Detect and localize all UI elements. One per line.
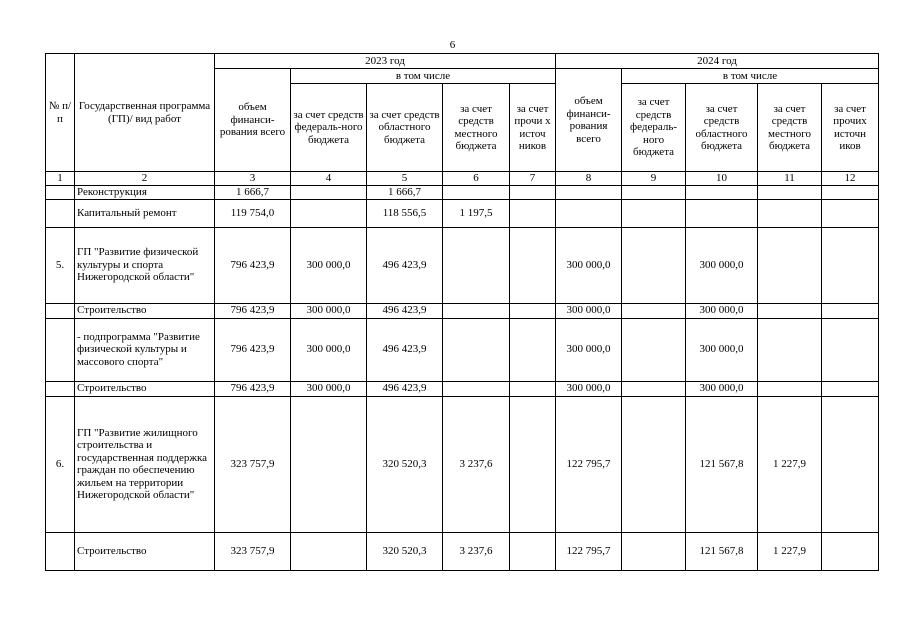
federal-2024 (622, 318, 686, 381)
local-2023 (443, 303, 510, 318)
other-2023 (510, 318, 556, 381)
row-number (46, 199, 75, 227)
regional-2023: 320 520,3 (367, 396, 443, 532)
row-name: Строительство (75, 381, 215, 396)
other-2024 (822, 396, 879, 532)
federal-2023: 300 000,0 (291, 381, 367, 396)
table-row (46, 318, 879, 381)
volume-2023: 119 754,0 (215, 199, 291, 227)
other-2024 (822, 303, 879, 318)
table-row (46, 532, 879, 570)
other-2024 (822, 227, 879, 303)
header-including-2023: в том числе (291, 69, 556, 84)
other-2024 (822, 381, 879, 396)
header-volume-2024: объем финанси-рования всего (556, 69, 622, 172)
row-number: 5. (46, 227, 75, 303)
page-number: 6 (449, 39, 456, 51)
regional-2024: 300 000,0 (686, 227, 758, 303)
column-number: 8 (556, 172, 622, 186)
volume-2023: 796 423,9 (215, 303, 291, 318)
local-2023: 3 237,6 (443, 396, 510, 532)
row-number: 6. (46, 396, 75, 532)
regional-2023: 496 423,9 (367, 381, 443, 396)
row-number (46, 381, 75, 396)
federal-2023 (291, 532, 367, 570)
regional-2023: 496 423,9 (367, 318, 443, 381)
local-2024 (758, 199, 822, 227)
federal-2023 (291, 199, 367, 227)
federal-2023: 300 000,0 (291, 303, 367, 318)
column-number: 3 (215, 172, 291, 186)
regional-2024: 300 000,0 (686, 381, 758, 396)
column-number: 5 (367, 172, 443, 186)
table-row (46, 396, 879, 532)
volume-2023: 1 666,7 (215, 185, 291, 199)
other-2023 (510, 303, 556, 318)
volume-2024 (556, 199, 622, 227)
other-2024 (822, 318, 879, 381)
local-2023 (443, 381, 510, 396)
local-2023 (443, 227, 510, 303)
other-2023 (510, 199, 556, 227)
row-number (46, 303, 75, 318)
federal-2024 (622, 303, 686, 318)
table-row (46, 303, 879, 318)
column-number: 4 (291, 172, 367, 186)
column-number: 6 (443, 172, 510, 186)
local-2023 (443, 185, 510, 199)
federal-2024 (622, 185, 686, 199)
funding-table (45, 53, 879, 571)
row-name: Реконструкция (75, 185, 215, 199)
header-other-2024: за счет прочих источн иков (822, 84, 879, 172)
volume-2023: 796 423,9 (215, 318, 291, 381)
header-regional-2023: за счет средств областного бюджета (367, 84, 443, 172)
regional-2024 (686, 199, 758, 227)
volume-2024: 300 000,0 (556, 318, 622, 381)
header-year-2023: 2023 год (215, 54, 556, 69)
federal-2024 (622, 227, 686, 303)
volume-2024 (556, 185, 622, 199)
row-name: - подпрограмма "Развитие физической культуры и массового спорта" (75, 318, 215, 381)
regional-2023: 496 423,9 (367, 303, 443, 318)
other-2023 (510, 381, 556, 396)
column-number: 11 (758, 172, 822, 186)
other-2023 (510, 185, 556, 199)
table-row (46, 199, 879, 227)
table-row (46, 381, 879, 396)
federal-2023 (291, 396, 367, 532)
volume-2023: 796 423,9 (215, 227, 291, 303)
other-2023 (510, 227, 556, 303)
local-2024: 1 227,9 (758, 532, 822, 570)
federal-2024 (622, 532, 686, 570)
regional-2024: 300 000,0 (686, 318, 758, 381)
column-number: 10 (686, 172, 758, 186)
other-2024 (822, 185, 879, 199)
header-year-2024: 2024 год (556, 54, 879, 69)
regional-2023: 496 423,9 (367, 227, 443, 303)
header-including-2024: в том числе (622, 69, 879, 84)
column-number: 1 (46, 172, 75, 186)
header-program: Государственная программа (ГП)/ вид работ (75, 54, 215, 172)
header-regional-2024: за счет средств областного бюджета (686, 84, 758, 172)
volume-2024: 300 000,0 (556, 381, 622, 396)
other-2023 (510, 532, 556, 570)
header-row-num: № п/п (46, 54, 75, 172)
other-2024 (822, 199, 879, 227)
local-2023: 1 197,5 (443, 199, 510, 227)
row-name: ГП "Развитие физической культуры и спорта Нижегородской области" (75, 227, 215, 303)
local-2024 (758, 381, 822, 396)
local-2024 (758, 185, 822, 199)
regional-2023: 320 520,3 (367, 532, 443, 570)
volume-2024: 122 795,7 (556, 532, 622, 570)
federal-2024 (622, 199, 686, 227)
regional-2023: 1 666,7 (367, 185, 443, 199)
local-2024 (758, 318, 822, 381)
local-2024 (758, 303, 822, 318)
other-2024 (822, 532, 879, 570)
table-row (46, 227, 879, 303)
row-name: Строительство (75, 532, 215, 570)
row-number (46, 185, 75, 199)
federal-2023: 300 000,0 (291, 227, 367, 303)
volume-2023: 796 423,9 (215, 381, 291, 396)
column-number: 7 (510, 172, 556, 186)
regional-2023: 118 556,5 (367, 199, 443, 227)
federal-2024 (622, 381, 686, 396)
volume-2024: 300 000,0 (556, 227, 622, 303)
row-number (46, 318, 75, 381)
volume-2024: 300 000,0 (556, 303, 622, 318)
header-local-2024: за счет средств местного бюджета (758, 84, 822, 172)
column-number-row (46, 172, 879, 186)
column-number: 2 (75, 172, 215, 186)
federal-2023: 300 000,0 (291, 318, 367, 381)
column-number: 12 (822, 172, 879, 186)
header-local-2023: за счет средств местного бюджета (443, 84, 510, 172)
row-name: ГП "Развитие жилищного строительства и государственная поддержка граждан по обеспечению жильем на территории Нижегородской области" (75, 396, 215, 532)
regional-2024: 300 000,0 (686, 303, 758, 318)
local-2024 (758, 227, 822, 303)
regional-2024: 121 567,8 (686, 396, 758, 532)
row-number (46, 532, 75, 570)
federal-2023 (291, 185, 367, 199)
local-2023: 3 237,6 (443, 532, 510, 570)
table-row (46, 185, 879, 199)
row-name: Капитальный ремонт (75, 199, 215, 227)
column-number: 9 (622, 172, 686, 186)
row-name: Строительство (75, 303, 215, 318)
other-2023 (510, 396, 556, 532)
regional-2024: 121 567,8 (686, 532, 758, 570)
federal-2024 (622, 396, 686, 532)
local-2023 (443, 318, 510, 381)
local-2024: 1 227,9 (758, 396, 822, 532)
header-other-2023: за счет прочи х источ ников (510, 84, 556, 172)
header-federal-2024: за счет средств федераль-ного бюджета (622, 84, 686, 172)
header-volume-2023: объем финанси-рования всего (215, 69, 291, 172)
volume-2024: 122 795,7 (556, 396, 622, 532)
regional-2024 (686, 185, 758, 199)
volume-2023: 323 757,9 (215, 396, 291, 532)
header-federal-2023: за счет средств федераль-ного бюджета (291, 84, 367, 172)
volume-2023: 323 757,9 (215, 532, 291, 570)
